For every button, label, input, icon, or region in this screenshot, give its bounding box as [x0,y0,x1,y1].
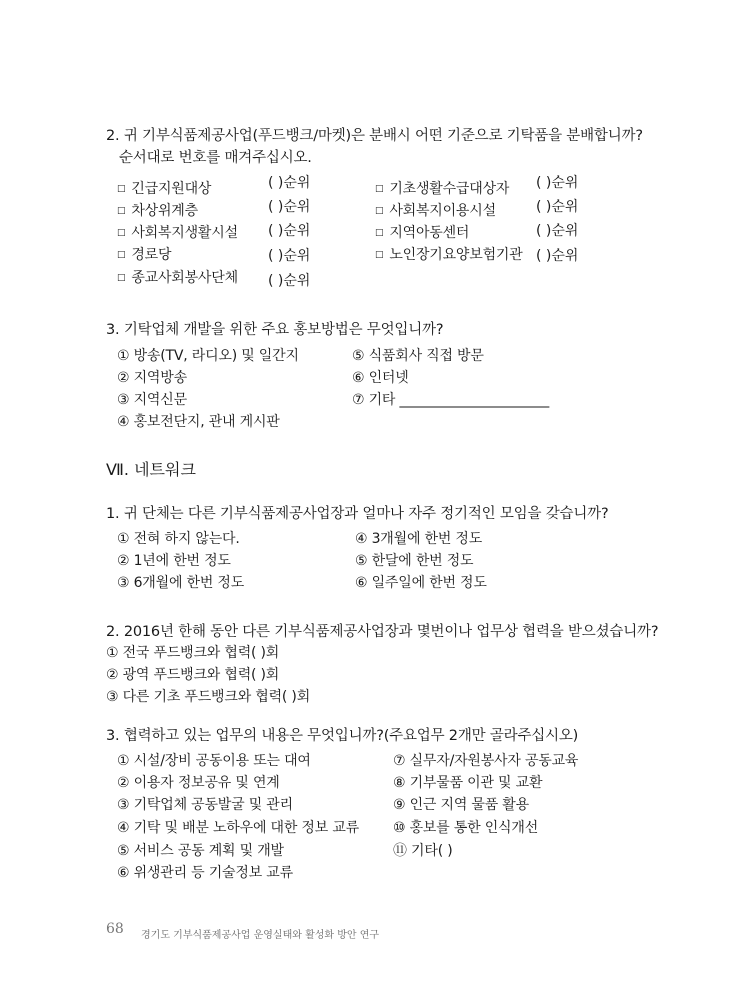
n3-left-1: ① 시설/장비 공동이용 또는 대여 [117,753,311,769]
n1-left-3: ③ 6개월에 한번 정도 [117,575,245,591]
q2-subtitle: 순서대로 번호를 매겨주십시오. [119,150,312,166]
n3-left-3: ③ 기탁업체 공동발굴 및 관리 [117,797,293,813]
n1-title: 1. 귀 단체는 다른 기부식품제공사업장과 얼마나 자주 정기적인 모임을 갖습니까? [106,506,609,522]
n3-right-5: ⑪ 기타( ) [393,843,453,859]
n2-item-1: ① 전국 푸드뱅크와 협력( )회 [106,645,280,661]
q3-left-4: ④ 홍보전단지, 관내 게시판 [117,414,280,430]
q3-left-3: ③ 지역신문 [117,392,187,408]
q2-left-4: □ 경로당 [117,247,172,263]
q3-left-2: ② 지역방송 [117,370,187,386]
page-number: 68 [106,921,124,937]
q2-right-rank-4: ( )순위 [536,248,579,264]
n2-item-2: ② 광역 푸드뱅크와 협력( )회 [106,667,280,683]
q2-title: 2. 귀 기부식품제공사업(푸드뱅크/마켓)은 분배시 어떤 기준으로 기탁품을 분배합니까? [106,128,643,144]
q2-left-rank-4: ( )순위 [268,248,311,264]
q3-left-1: ① 방송(TV, 라디오) 및 일간지 [117,348,299,364]
n1-left-2: ② 1년에 한번 정도 [117,553,231,569]
q3-right-3: ⑦ 기타 ______________________ [352,392,550,408]
q2-left-rank-2: ( )순위 [268,199,311,215]
q3-right-2: ⑥ 인터넷 [352,370,409,386]
n1-right-1: ④ 3개월에 한번 정도 [355,531,483,547]
n3-title: 3. 협력하고 있는 업무의 내용은 무엇입니까?(주요업무 2개만 골라주십시오) [106,728,579,744]
q2-left-5: □ 종교사회봉사단체 [117,270,238,286]
footer-title: 경기도 기부식품제공사업 운영실태와 활성화 방안 연구 [141,930,380,941]
n3-left-2: ② 이용자 정보공유 및 연계 [117,775,280,791]
q3-title: 3. 기탁업체 개발을 위한 주요 홍보방법은 무엇입니까? [106,322,444,338]
q2-left-rank-5: ( )순위 [268,273,311,289]
n2-title: 2. 2016년 한해 동안 다른 기부식품제공사업장과 몇번이나 업무상 협력을 받으셨습니까? [106,624,659,640]
q2-left-2: □ 차상위계층 [117,203,198,219]
n3-left-4: ④ 기탁 및 배분 노하우에 대한 정보 교류 [117,820,359,836]
n3-right-3: ⑨ 인근 지역 물품 활용 [393,797,529,813]
section-heading: Ⅶ. 네트워크 [106,460,196,479]
q2-right-1: □ 기초생활수급대상자 [375,181,510,197]
q2-right-rank-3: ( )순위 [536,223,579,239]
q3-right-1: ⑤ 식품회사 직접 방문 [352,348,484,364]
n3-left-5: ⑤ 서비스 공동 계획 및 개발 [117,843,284,859]
q2-left-1: □ 긴급지원대상 [117,181,212,197]
q2-left-3: □ 사회복지생활시설 [117,225,238,241]
n3-right-1: ⑦ 실무자/자원봉사자 공동교육 [393,753,579,769]
q2-left-rank-1: ( )순위 [268,175,311,191]
n1-right-3: ⑥ 일주일에 한번 정도 [355,575,487,591]
q2-right-rank-1: ( )순위 [536,175,579,191]
q2-right-4: □ 노인장기요양보험기관 [375,247,523,263]
n1-left-1: ① 전혀 하지 않는다. [117,531,240,547]
n1-right-2: ⑤ 한달에 한번 정도 [355,553,474,569]
n3-left-6: ⑥ 위생관리 등 기술정보 교류 [117,865,293,881]
n3-right-2: ⑧ 기부물품 이관 및 교환 [393,775,543,791]
n2-item-3: ③ 다른 기초 푸드뱅크와 협력( )회 [106,689,311,705]
n3-right-4: ⑩ 홍보를 통한 인식개선 [393,820,539,836]
q2-right-3: □ 지역아동센터 [375,225,470,241]
q2-right-rank-2: ( )순위 [536,199,579,215]
q2-left-rank-3: ( )순위 [268,223,311,239]
q2-right-2: □ 사회복지이용시설 [375,203,496,219]
